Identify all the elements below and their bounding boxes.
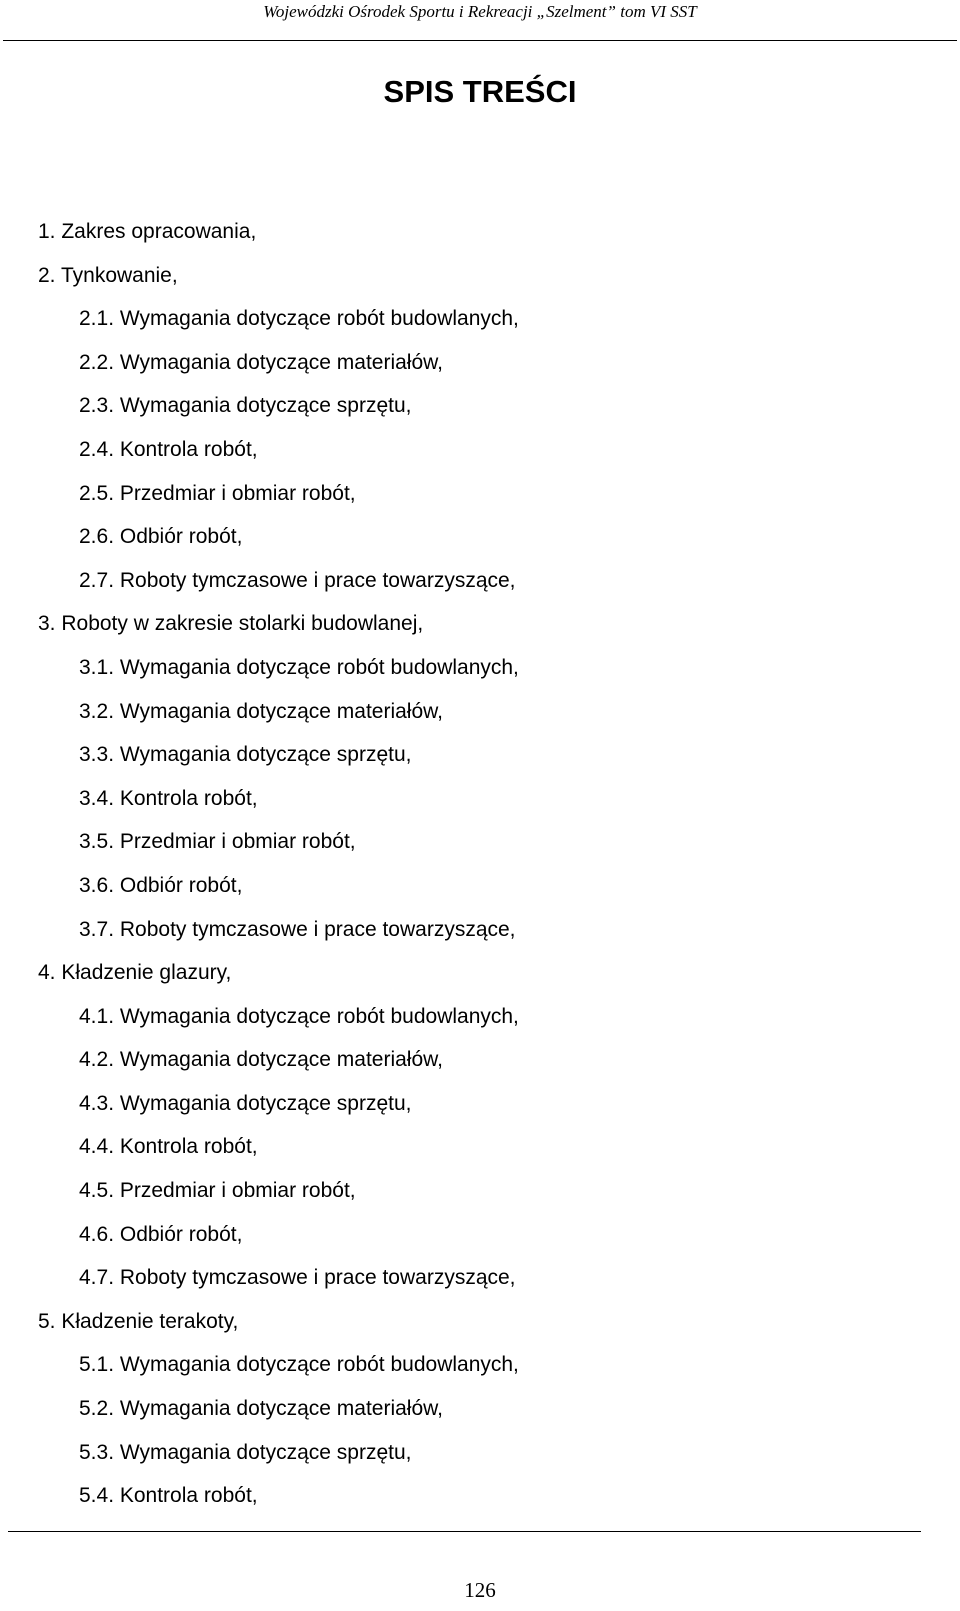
toc-subsection: 2.2. Wymagania dotyczące materiałów, <box>79 350 443 374</box>
toc-subsection: 5.2. Wymagania dotyczące materiałów, <box>79 1397 443 1421</box>
toc-section: 3. Roboty w zakresie stolarki budowlanej, <box>38 612 424 636</box>
toc-subsection: 2.6. Odbiór robót, <box>79 525 243 549</box>
toc-subsection: 4.2. Wymagania dotyczące materiałów, <box>79 1048 443 1072</box>
toc-subsection: 5.3. Wymagania dotyczące sprzętu, <box>79 1440 412 1464</box>
toc-subsection: 3.5. Przedmiar i obmiar robót, <box>79 830 356 854</box>
toc-subsection: 3.7. Roboty tymczasowe i prace towarzyszące, <box>79 917 516 941</box>
toc-subsection: 4.5. Przedmiar i obmiar robót, <box>79 1179 356 1203</box>
toc-subsection: 4.1. Wymagania dotyczące robót budowlanych, <box>79 1004 519 1028</box>
toc-subsection: 3.1. Wymagania dotyczące robót budowlanych, <box>79 655 519 679</box>
toc-subsection: 2.1. Wymagania dotyczące robót budowlanych, <box>79 307 519 331</box>
page-number: 126 <box>464 1578 496 1602</box>
toc-subsection: 2.7. Roboty tymczasowe i prace towarzyszące, <box>79 568 516 592</box>
toc-subsection: 2.5. Przedmiar i obmiar robót, <box>79 481 356 505</box>
toc-section: 1. Zakres opracowania, <box>38 220 257 243</box>
header-divider <box>3 40 957 41</box>
toc-subsection: 3.4. Kontrola robót, <box>79 786 258 810</box>
toc-subsection: 3.3. Wymagania dotyczące sprzętu, <box>79 743 412 767</box>
toc-subsection: 4.7. Roboty tymczasowe i prace towarzyszące, <box>79 1266 516 1290</box>
toc-subsection: 2.3. Wymagania dotyczące sprzętu, <box>79 394 412 418</box>
toc-subsection: 4.4. Kontrola robót, <box>79 1135 258 1159</box>
page-title: SPIS TREŚCI <box>383 74 577 109</box>
toc-subsection: 3.2. Wymagania dotyczące materiałów, <box>79 699 443 723</box>
table-of-contents <box>0 210 960 1518</box>
toc-subsection: 5.1. Wymagania dotyczące robót budowlanych, <box>79 1353 519 1377</box>
toc-subsection: 5.4. Kontrola robót, <box>79 1484 258 1508</box>
toc-subsection: 2.4. Kontrola robót, <box>79 437 258 461</box>
footer-divider <box>8 1531 921 1532</box>
toc-section: 2. Tynkowanie, <box>38 263 178 287</box>
toc-section: 4. Kładzenie glazury, <box>38 961 232 985</box>
toc-subsection: 4.6. Odbiór robót, <box>79 1222 243 1246</box>
toc-subsection: 4.3. Wymagania dotyczące sprzętu, <box>79 1091 412 1115</box>
toc-section: 5. Kładzenie terakoty, <box>38 1309 239 1333</box>
toc-subsection: 3.6. Odbiór robót, <box>79 873 243 897</box>
running-header: Wojewódzki Ośrodek Sportu i Rekreacji „Szelment” tom VI SST <box>263 2 697 21</box>
